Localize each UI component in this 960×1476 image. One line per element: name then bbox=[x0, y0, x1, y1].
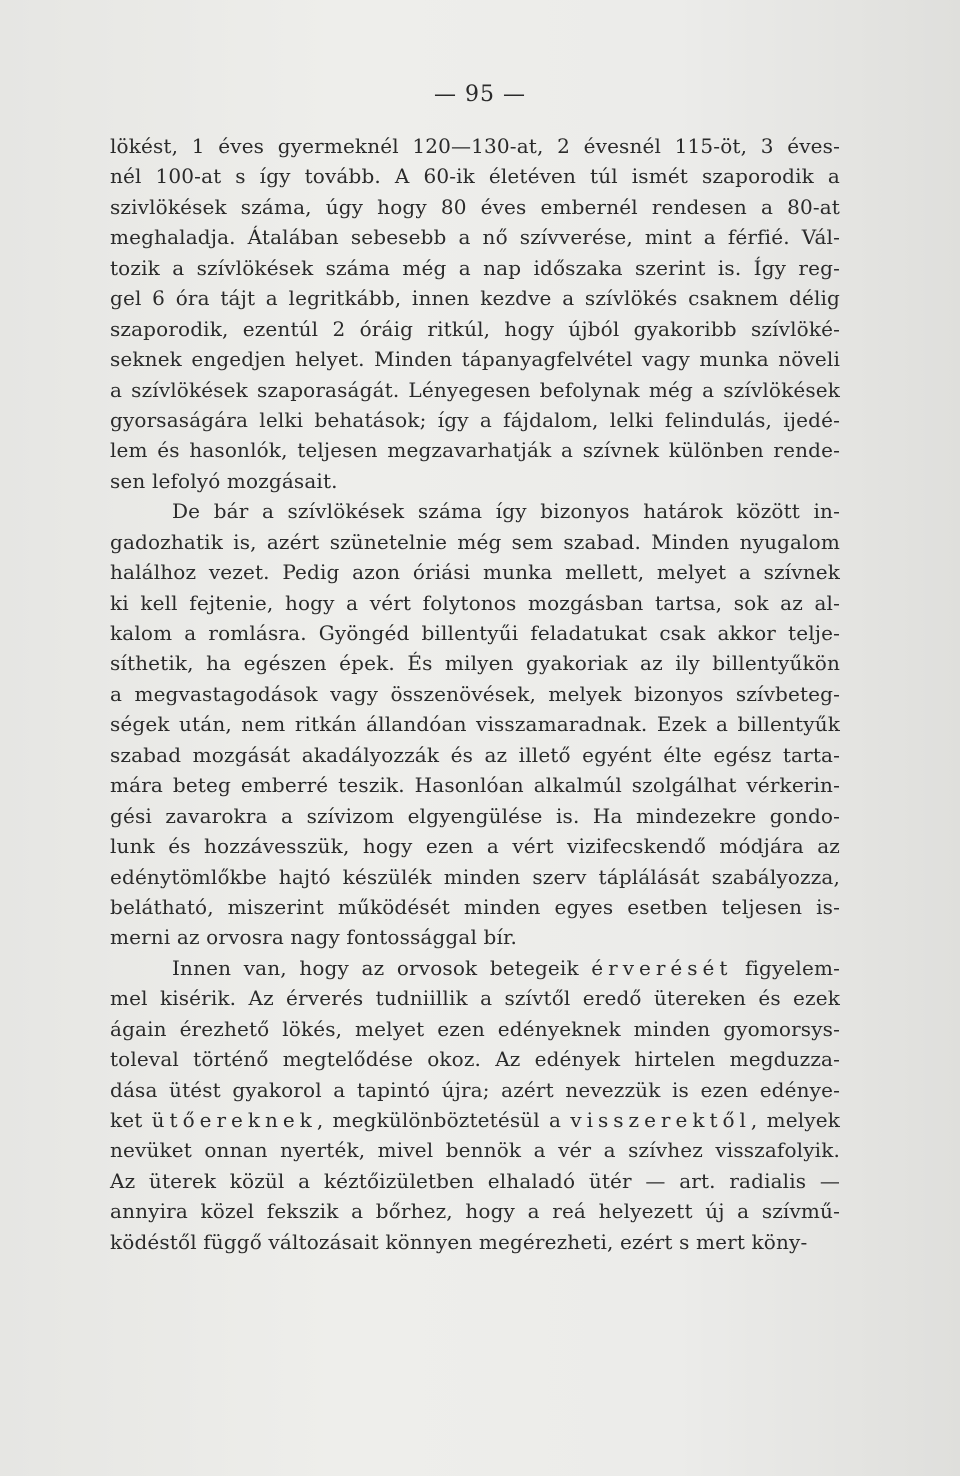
text-line: szabad mozgását akadályozzák és az illető egyént élte egész tarta- bbox=[110, 742, 840, 767]
emphasized-word: érverését bbox=[591, 955, 733, 980]
text-line: kalom a romlásra. Gyöngéd billentyűi feladatukat csak akkor telje- bbox=[110, 621, 840, 645]
text-line: mára beteg emberré teszik. Hasonlóan alkalmúl szolgálhat vérkerin- bbox=[110, 773, 840, 798]
text-line: a megvastagodások vagy összenövések, melyek bizonyos szívbeteg- bbox=[110, 681, 840, 706]
text-line: toleval történő megtelődése okoz. Az edények hirtelen megduzza- bbox=[110, 1047, 840, 1072]
text-line: dása ütést gyakorol a tapintó újra; azért nevezzük is ezen edénye- bbox=[110, 1077, 840, 1102]
text-line: ki kell fejtenie, hogy a vért folytonos mozgásban tartsa, sok az al- bbox=[110, 590, 840, 615]
text-line: De bár a szívlökések száma így bizonyos határok között in- bbox=[172, 499, 840, 524]
emphasized-word: visszerektől bbox=[570, 1108, 751, 1132]
text-line: nevüket onnan nyerték, mivel bennök a vér a szívhez visszafolyik. bbox=[110, 1138, 840, 1163]
text-line: seknek engedjen helyet. Minden tápanyagfelvétel vagy munka növeli bbox=[110, 347, 840, 372]
text-line: meghaladja. Átalában sebesebb a nő szívverése, mint a férfié. Vál- bbox=[110, 225, 840, 250]
text-line: tozik a szívlökések száma még a nap időszaka szerint is. Így reg- bbox=[110, 255, 840, 280]
text-line: Az üterek közül a kéztőizületben elhaladó ütér — art. radialis — bbox=[110, 1168, 840, 1193]
text-line: Innen van, hogy az orvosok betegeik érverését figyelem- bbox=[172, 955, 840, 980]
text-line: a szívlökések szaporaságát. Lényegesen befolynak még a szívlökések bbox=[110, 377, 840, 402]
text-line: lökést, 1 éves gyermeknél 120—130-at, 2 évesnél 115-öt, 3 éves- bbox=[110, 134, 840, 158]
text-line: merni az orvosra nagy fontossággal bír. bbox=[110, 925, 518, 950]
text-line: ket ütőereknek, megkülönböztetésül a visszerektől, melyek bbox=[110, 1108, 840, 1132]
text-line: halálhoz vezet. Pedig azon óriási munka mellett, melyet a szívnek bbox=[110, 560, 840, 585]
text-line: gel 6 óra tájt a legritkább, innen kezdve a szívlökés csaknem délig bbox=[110, 286, 840, 311]
text-line: síthetik, ha egészen épek. És milyen gyakoriak az ily billentyűkön bbox=[110, 651, 840, 676]
text-line: gadozhatik is, azért szünetelnie még sem szabad. Minden nyugalom bbox=[110, 529, 840, 554]
text-line: belátható, miszerint működését minden egyes esetben teljesen is- bbox=[110, 894, 840, 919]
text-line: mel kisérik. Az érverés tudniillik a szívtől eredő ütereken és ezek bbox=[110, 986, 840, 1011]
text-line: ködéstől függő változásait könnyen megérezheti, ezért s mert köny- bbox=[110, 1229, 808, 1254]
text-line: lunk és hozzávesszük, hogy ezen a vért vizifecskendő módjára az bbox=[110, 834, 840, 859]
text-line: gyorsaságára lelki behatások; így a fájdalom, lelki felindulás, ijedé- bbox=[110, 407, 840, 432]
text-line: lem és hasonlók, teljesen megzavarhatják a szívnek különben rende- bbox=[110, 438, 840, 463]
body-text bbox=[110, 131, 840, 1257]
text-line: sen lefolyó mozgásait. bbox=[110, 468, 338, 493]
text-line: szaporodik, ezentúl 2 óráig ritkúl, hogy újból gyakoribb szívlöké- bbox=[110, 316, 840, 341]
text-line: ágain érezhető lökés, melyet ezen edényeknek minden gyomorsys- bbox=[110, 1016, 840, 1041]
text-line: ségek után, nem ritkán állandóan visszamaradnak. Ezek a billentyűk bbox=[110, 712, 840, 737]
text-line: nél 100-at s így tovább. A 60-ik életéven túl ismét szaporodik a bbox=[110, 164, 840, 189]
text-line: annyira közel fekszik a bőrhez, hogy a reá helyezett új a szívmű- bbox=[110, 1199, 840, 1224]
emphasized-word: ütőereknek bbox=[151, 1108, 317, 1132]
text-line: gési zavarokra a szívizom elgyengülése is. Ha mindezekre gondo- bbox=[110, 803, 840, 828]
text-line: szivlökések száma, úgy hogy 80 éves embernél rendesen a 80-at bbox=[110, 194, 840, 219]
page-number: — 95 — bbox=[434, 82, 526, 107]
text-line: edénytömlőkbe hajtó készülék minden szerv táplálását szabályozza, bbox=[110, 864, 840, 889]
